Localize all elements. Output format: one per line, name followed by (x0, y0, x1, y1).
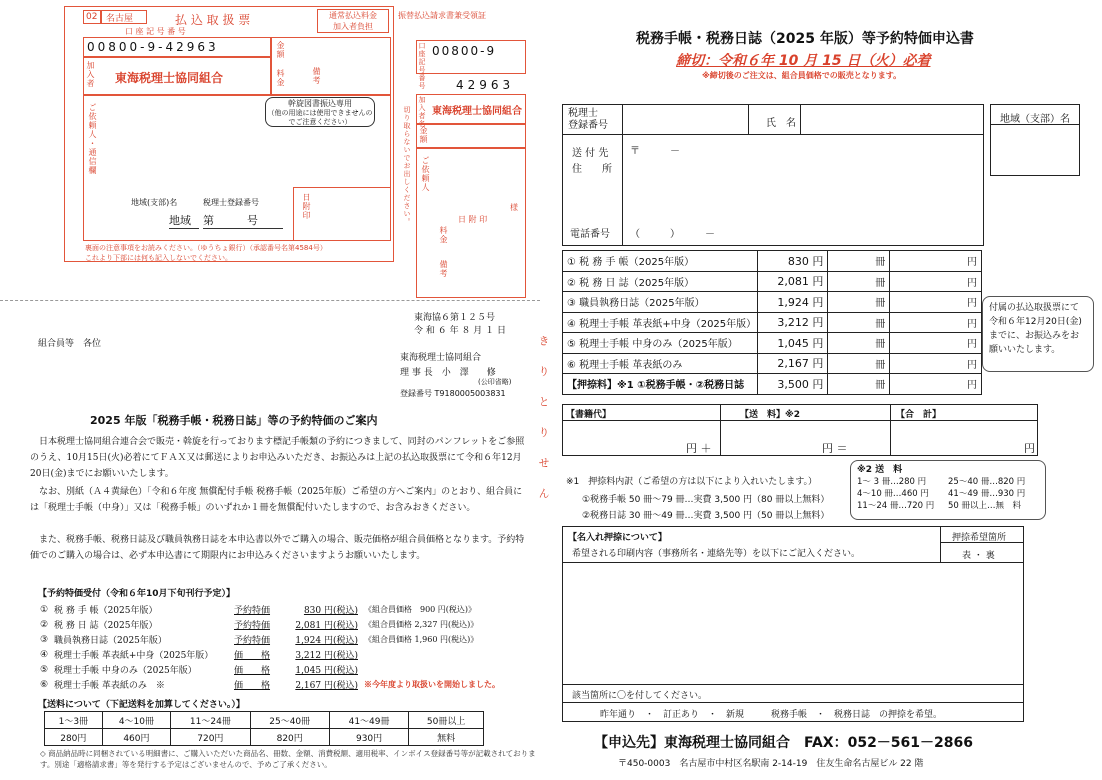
product-row (563, 312, 982, 333)
side-receipt (398, 6, 528, 300)
region-label: 地域(支部)名 (131, 198, 178, 207)
memo-label: 備考 (312, 67, 321, 85)
side-account-label: 口座記号番号 (418, 42, 426, 90)
totals-div1 (720, 404, 721, 456)
totals-div2 (890, 404, 891, 456)
address-label: 送 付 先 住 所 (572, 148, 612, 175)
reservation-item: ① 税 務 手 帳（2025年版） 予約特価 830 円(税込) 《組合員価格 900 円(税込)》 (40, 604, 477, 616)
stamp-note1: ①税務手帳 50 冊〜79 冊…実費 3,500 円（80 冊以上無料） (582, 495, 830, 505)
check-options[interactable]: 昨年通り ・ 訂正あり ・ 新規 税務手帳 ・ 税務日誌 の押捺を希望。 (600, 710, 943, 720)
product-name-cell: ⑤ 税理士手帳 中身のみ（2025年版） (563, 333, 758, 354)
depositor-label: ご依頼人・通信欄 (88, 103, 97, 175)
holder-name: 東海税理士協同組合 (115, 71, 224, 85)
product-name-cell: ③ 職員執務日誌（2025年版） (563, 292, 758, 313)
totals-sum-label: 【合 計】 (896, 410, 942, 420)
name-input[interactable] (802, 106, 982, 132)
product-subtotal-cell[interactable]: 円 (890, 312, 982, 333)
payment-callout: 付属の払込取扱票にて令和６年12月20日(金)までに、お振込みをお願いいたします。 (982, 296, 1094, 372)
cut-mark: き り と り せ ん (537, 335, 550, 507)
product-name-cell: ① 税 務 手 帳（2025年版） (563, 251, 758, 272)
slip-footer2: これより下部には何も記入しないでください。 (85, 254, 232, 262)
shipping-box (850, 460, 1046, 520)
shipping-box-title: ※2 送 料 (857, 465, 903, 475)
shipping-box-item: 41〜49 冊…930 円 (948, 489, 1026, 499)
name-label: 氏 名 (766, 118, 796, 129)
shipping-header-cell: 1〜3冊 (45, 712, 103, 729)
product-subtotal-cell[interactable]: 円 (890, 251, 982, 272)
shipping-value-cell: 820円 (250, 729, 329, 746)
product-price-cell: 3,500 円 (758, 374, 828, 395)
contact: 【申込先】東海税理士協同組合 FAX：052－561－2866 (594, 735, 973, 751)
reservation-item: ③ 職員執務日誌（2025年版） 予約特価 1,924 円(税込) 《組合員価格 1,960 円(税込)》 (40, 634, 479, 646)
reservation-title: 【予約特価受付（令和６年10月下旬刊行予定）】 (38, 589, 236, 599)
stamp-line3 (562, 702, 1024, 703)
reservation-item: ⑥ 税理士手帳 革表紙のみ ※ 価 格 2,167 円(税込) ※今年度より取扱いを開始しました。 (40, 679, 500, 691)
product-row (563, 333, 982, 354)
product-row (563, 271, 982, 292)
reg-label: 税理士 登録番号 (568, 108, 608, 131)
totals-line (562, 420, 1038, 421)
account-number: 00800-9-42963 (87, 40, 219, 54)
product-name-cell: ② 税 務 日 誌（2025年版） (563, 271, 758, 292)
side-holder-label: 加入者名 (418, 96, 426, 128)
shipping-box-item: 4〜10 冊…460 円 (857, 489, 929, 499)
region-line (990, 124, 1080, 125)
product-name-cell: ④ 税理士手帳 革表紙+中身（2025年版） (563, 312, 758, 333)
address-input[interactable] (626, 156, 980, 214)
stamp-position[interactable]: 表 ・ 裏 (962, 551, 995, 561)
region-input[interactable] (992, 126, 1078, 174)
product-qty-cell[interactable]: 冊 (828, 333, 890, 354)
totals-books-label: 【書籍代】 (566, 410, 612, 420)
product-name-cell: ⑥ 税理士手帳 革表紙のみ (563, 353, 758, 374)
amount-grid (271, 37, 391, 95)
product-price-cell: 3,212 円 (758, 312, 828, 333)
product-price-cell: 830 円 (758, 251, 828, 272)
product-row (563, 353, 982, 374)
name-divider2 (800, 104, 801, 134)
totals-shipping-unit[interactable]: 円 ＝ (822, 442, 848, 455)
special-box: 幹旋図書振込専用 （他の用途には使用できませんのでご注意ください） (265, 97, 375, 127)
stamp-position-title: 押捺希望箇所 (952, 533, 1007, 543)
product-row (563, 374, 982, 395)
check-note: 該当箇所に〇を付してください。 (572, 691, 708, 701)
shipping-value-cell: 460円 (102, 729, 171, 746)
shipping-table (44, 711, 484, 746)
totals-books-unit[interactable]: 円 ＋ (686, 442, 712, 455)
region-value: 地域 (169, 212, 199, 229)
product-subtotal-cell[interactable]: 円 (890, 333, 982, 354)
side-fee-label: 料金 (439, 226, 448, 244)
address-divider (622, 134, 623, 246)
side-sama: 様 (510, 203, 518, 212)
letter-para2: なお、別紙（Ａ４黄緑色）「令和６年度 無償配付手帳 税務手帳（2025年版）ご希望の方へご案内」のとおり、組合員には「税理士手帳（中身）」又は「税務手帳」のいずれか１冊を無償配付いたしますので、お含みおきください。 (30, 487, 523, 513)
product-qty-cell[interactable]: 冊 (828, 312, 890, 333)
stamp-note-title: ※1 押捺料内訳（ご希望の方は以下により入れいたします。） (566, 477, 818, 487)
office-code: 02 (83, 10, 101, 24)
product-qty-cell[interactable]: 冊 (828, 271, 890, 292)
letter-footnote: ◇ 商品納品時に同梱されている明細書に、ご購入いただいた商品名、冊数、金額、消費税額、適用税率、インボイス登録番号等が記載されております。別途「適格請求書」等を発行する予定はございませんので、予めご了承ください。 (40, 749, 536, 769)
side-date-label: 日 附 印 (458, 215, 488, 224)
side-account: 00800-9 (432, 44, 497, 58)
product-qty-cell[interactable]: 冊 (828, 374, 890, 395)
reservation-item: ④ 税理士手帳 革表紙+中身（2025年版） 価 格 3,212 円(税込) (40, 649, 358, 661)
stamp-div (940, 526, 941, 562)
stamp-section-title: 【名入れ押捺について】 (568, 533, 667, 543)
sender-note: (公印省略) (478, 378, 512, 386)
reg-row-line (562, 134, 984, 135)
shipping-header-cell: 41〜49冊 (329, 712, 408, 729)
amount-label: 金額 (276, 41, 285, 59)
shipping-header-cell: 50冊以上 (409, 712, 484, 729)
fee-note: 通常払込料金 加入者負担 (317, 9, 389, 33)
letter-para3: また、税務手帳、税務日誌及び職員執務日誌を本申込書以外でご購入の場合、販売価格が組合員価格となります。予約特価でのご購入の場合は、必ず本申込書にて期限内にお申込みくださいますようお願いいたします。 (30, 535, 525, 561)
phone-label: 電話番号 (570, 229, 610, 240)
product-subtotal-cell[interactable]: 円 (890, 353, 982, 374)
shipping-box-item: 11〜24 冊…720 円 (857, 501, 935, 511)
side-depositor-label: ご依頼人 (421, 156, 430, 192)
sender-org: 東海税理士協同組合 (400, 353, 482, 363)
sender-title: 理 事 長 小 澤 修 (400, 368, 496, 378)
reservation-list (40, 602, 530, 692)
office-name: 名古屋 (101, 10, 147, 24)
side-holder-name: 東海税理士協同組合 (432, 106, 522, 117)
reg-divider (622, 104, 623, 134)
regno-value: 第 号 (203, 212, 283, 229)
regno-label: 税理士登録番号 (203, 198, 259, 207)
reservation-item: ② 税 務 日 誌（2025年版） 予約特価 2,081 円(税込) 《組合員価格 2,327 円(税込)》 (40, 619, 479, 631)
product-subtotal-cell[interactable]: 円 (890, 292, 982, 313)
date-stamp-label: 日附印 (302, 193, 311, 220)
side-amount-label: 金額 (419, 126, 428, 144)
shipping-box-item: 50 冊以上…無 料 (948, 501, 1022, 511)
shipping-value-cell: 930円 (329, 729, 408, 746)
shipping-header-cell: 4〜10冊 (102, 712, 171, 729)
shipping-value-cell: 無料 (409, 729, 484, 746)
side-memo-label: 備考 (439, 260, 448, 278)
product-price-cell: 1,924 円 (758, 292, 828, 313)
products-table (562, 250, 982, 395)
stamp-line2 (562, 684, 1024, 685)
stamp-content-input[interactable] (564, 564, 1022, 682)
shipping-box-item: 25〜40 冊…820 円 (948, 477, 1026, 487)
shipping-value-cell: 280円 (45, 729, 103, 746)
stamp-note2: ②税務日誌 30 冊〜49 冊…実費 3,500 円（50 冊以上無料） (582, 511, 830, 521)
addressee: 組合員等 各位 (38, 339, 102, 349)
shipping-title: 【送料について（下記送料を加算してください。）】 (38, 700, 245, 710)
product-qty-cell[interactable]: 冊 (828, 292, 890, 313)
shipping-box-item: 1〜 3 冊…280 円 (857, 477, 927, 487)
product-row (563, 251, 982, 272)
slip-title: 払 込 取 扱 票 (175, 13, 251, 27)
address-footer: 〒450-0003 名古屋市中村区名駅南 2-14-19 住友生命名古屋ビル 22 階 (618, 759, 924, 769)
product-price-cell: 1,045 円 (758, 333, 828, 354)
product-subtotal-cell[interactable]: 円 (890, 374, 982, 395)
fee-label: 料金 (276, 69, 285, 87)
side-title: 振替払込請求書兼受領証 (398, 11, 486, 20)
product-price-cell: 2,167 円 (758, 353, 828, 374)
shipping-value-cell: 720円 (171, 729, 250, 746)
doc-number: 東海協６第１２５号 (414, 313, 496, 323)
totals-sum-unit[interactable]: 円 (1024, 442, 1035, 455)
letter-para1: 日本税理士協同組合連合会で販売・斡旋を行っております標記手帳類の予約につきまして、同封のパンフレットをご参照のうえ、10月15日(火)必着にてＦＡＸ又は郵送によりお申込みいただき、お振込みは上記の払込取扱票にて令和６年12月20日(金)までにお願いいたします。 (30, 437, 525, 479)
side-amount-box (416, 124, 526, 148)
doc-date: 令 和 ６ 年 ８ 月 １ 日 (414, 326, 507, 336)
product-row (563, 292, 982, 313)
cut-line-horizontal (0, 300, 540, 301)
totals-shipping-label: 【送 料】※2 (740, 410, 801, 420)
reservation-item: ⑤ 税理士手帳 中身のみ（2025年版） 価 格 1,045 円(税込) (40, 664, 358, 676)
phone-value[interactable]: （ ） － (630, 229, 715, 240)
side-account2: 42963 (456, 78, 515, 92)
shipping-header-cell: 25〜40冊 (250, 712, 329, 729)
region-box-label: 地域（支部）名 (1000, 114, 1070, 125)
product-price-cell: 2,081 円 (758, 271, 828, 292)
letter-heading: 2025 年版「税務手帳・税務日誌」等の予約特価のご案内 (90, 414, 378, 427)
postal-mark: 〒 － (630, 146, 680, 157)
form-deadline-note: ※締切後のご注文は、組合員価格での販売となります。 (702, 71, 902, 80)
sender-reg: 登録番号 T9180005003831 (400, 389, 506, 398)
account-label: 口 座 記 号 番 号 (125, 27, 186, 36)
name-divider (748, 104, 749, 134)
form-title: 税務手帳・税務日誌（2025 年版）等予約特価申込書 (636, 31, 974, 47)
form-deadline: 締切：令和６年 10 月 15 日（火）必着 (676, 53, 931, 69)
product-qty-cell[interactable]: 冊 (828, 251, 890, 272)
shipping-header-cell: 11〜24冊 (171, 712, 250, 729)
stamp-section-desc: 希望される印刷内容（事務所名・連絡先等）を以下にご記入ください。 (572, 549, 861, 559)
product-subtotal-cell[interactable]: 円 (890, 271, 982, 292)
slip-footer1: 裏面の注意事項をお読みください。（ゆうちょ銀行）（承認番号名第4584号） (85, 244, 327, 252)
product-qty-cell[interactable]: 冊 (828, 353, 890, 374)
side-note: 切り取らないでお出しください。 (403, 106, 411, 226)
reg-input[interactable] (624, 106, 746, 132)
payment-slip (64, 6, 394, 262)
product-name-cell: 【押捺料】※1 ①税務手帳・②税務日誌 (563, 374, 758, 395)
holder-label: 加入者 (86, 61, 95, 88)
stamp-line1 (562, 562, 1024, 563)
